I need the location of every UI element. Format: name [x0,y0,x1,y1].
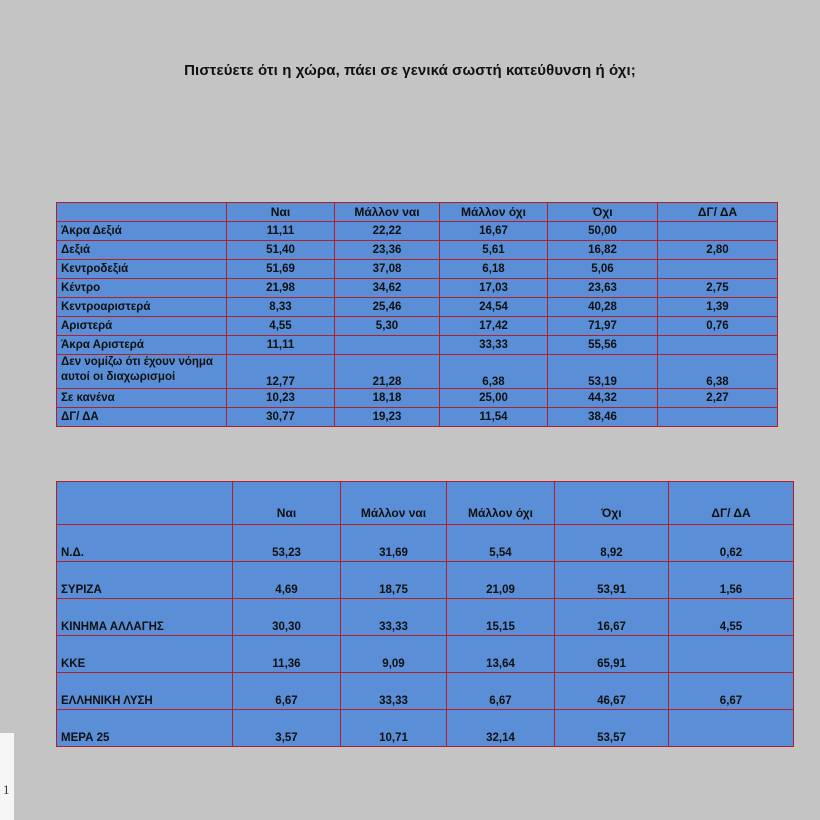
value-cell: 34,62 [335,279,440,298]
value-cell: 1,56 [669,562,794,599]
table-row [57,389,778,408]
value-cell: 1,39 [658,298,778,317]
table-row [57,317,778,336]
value-cell: 6,38 [658,355,778,389]
column-header: Μάλλον ναι [335,203,440,222]
row-label: Ν.Δ. [57,525,233,562]
value-cell [335,336,440,355]
value-cell: 5,30 [335,317,440,336]
column-header: Μάλλον όχι [440,203,548,222]
value-cell: 0,62 [669,525,794,562]
value-cell: 53,57 [555,710,669,747]
value-cell: 8,92 [555,525,669,562]
value-cell: 37,08 [335,260,440,279]
value-cell: 55,56 [548,336,658,355]
value-cell: 51,69 [227,260,335,279]
value-cell: 53,91 [555,562,669,599]
value-cell: 10,23 [227,389,335,408]
table-row [57,710,794,747]
table-row [57,599,794,636]
column-header: Μάλλον όχι [447,482,555,525]
value-cell: 11,11 [227,222,335,241]
value-cell: 71,97 [548,317,658,336]
table-row [57,222,778,241]
table-row [57,279,778,298]
value-cell: 21,09 [447,562,555,599]
value-cell: 18,75 [341,562,447,599]
value-cell [669,636,794,673]
row-label: ΕΛΛΗΝΙΚΗ ΛΥΣΗ [57,673,233,710]
value-cell: 38,46 [548,408,658,427]
table-row [57,336,778,355]
value-cell [658,222,778,241]
value-cell: 21,98 [227,279,335,298]
value-cell: 25,00 [440,389,548,408]
column-header: Ναι [233,482,341,525]
column-header: ΔΓ/ ΔΑ [658,203,778,222]
row-label: ΣΥΡΙΖΑ [57,562,233,599]
row-label: Κεντροδεξιά [57,260,227,279]
value-cell [658,336,778,355]
value-cell: 5,61 [440,241,548,260]
value-cell: 2,80 [658,241,778,260]
value-cell: 6,67 [669,673,794,710]
header-corner-cell [57,203,227,222]
value-cell: 33,33 [440,336,548,355]
table-header-row [57,482,794,525]
table-row [57,525,794,562]
value-cell: 5,06 [548,260,658,279]
value-cell: 5,54 [447,525,555,562]
value-cell: 4,55 [669,599,794,636]
value-cell: 65,91 [555,636,669,673]
table-row [57,241,778,260]
value-cell [658,408,778,427]
row-label: ΚΚΕ [57,636,233,673]
margin-text: 1 [3,782,10,797]
row-label: ΚΙΝΗΜΑ ΑΛΛΑΓΗΣ [57,599,233,636]
table-row [57,408,778,427]
value-cell: 40,28 [548,298,658,317]
column-header: Ναι [227,203,335,222]
value-cell: 44,32 [548,389,658,408]
value-cell: 53,19 [548,355,658,389]
row-label: Κέντρο [57,279,227,298]
value-cell: 32,14 [447,710,555,747]
value-cell: 11,36 [233,636,341,673]
value-cell: 30,77 [227,408,335,427]
value-cell: 4,69 [233,562,341,599]
value-cell: 6,38 [440,355,548,389]
value-cell: 6,67 [447,673,555,710]
table-row [57,355,778,389]
table-row [57,562,794,599]
left-margin-panel [0,733,14,820]
value-cell: 2,75 [658,279,778,298]
value-cell: 3,57 [233,710,341,747]
value-cell: 31,69 [341,525,447,562]
header-corner-cell [57,482,233,525]
row-label: Άκρα Δεξιά [57,222,227,241]
value-cell: 24,54 [440,298,548,317]
value-cell: 18,18 [335,389,440,408]
row-label: Άκρα Αριστερά [57,336,227,355]
row-label: ΜΕΡΑ 25 [57,710,233,747]
value-cell: 11,11 [227,336,335,355]
value-cell [669,710,794,747]
column-header: Όχι [555,482,669,525]
table-row [57,673,794,710]
column-header: Όχι [548,203,658,222]
value-cell: 12,77 [227,355,335,389]
table-row [57,298,778,317]
value-cell: 16,67 [555,599,669,636]
value-cell: 23,36 [335,241,440,260]
table-row [57,636,794,673]
row-label: Δεξιά [57,241,227,260]
party-table [56,481,794,747]
value-cell: 17,42 [440,317,548,336]
row-label: Σε κανένα [57,389,227,408]
value-cell: 16,82 [548,241,658,260]
value-cell: 30,30 [233,599,341,636]
table-row [57,260,778,279]
table-header-row [57,203,778,222]
value-cell: 50,00 [548,222,658,241]
value-cell [658,260,778,279]
value-cell: 19,23 [335,408,440,427]
column-header: ΔΓ/ ΔΑ [669,482,794,525]
page-title: Πιστεύετε ότι η χώρα, πάει σε γενικά σωστή κατεύθυνση ή όχι; [184,62,636,79]
value-cell: 8,33 [227,298,335,317]
row-label: Δεν νομίζω ότι έχουν νόημα αυτοί οι διαχωρισμοί [57,355,227,389]
value-cell: 11,54 [440,408,548,427]
row-label: Αριστερά [57,317,227,336]
value-cell: 6,67 [233,673,341,710]
value-cell: 17,03 [440,279,548,298]
value-cell: 10,71 [341,710,447,747]
value-cell: 33,33 [341,673,447,710]
ideology-table [56,202,778,427]
value-cell: 53,23 [233,525,341,562]
value-cell: 9,09 [341,636,447,673]
value-cell: 0,76 [658,317,778,336]
value-cell: 2,27 [658,389,778,408]
row-label: ΔΓ/ ΔΑ [57,408,227,427]
column-header: Μάλλον ναι [341,482,447,525]
value-cell: 21,28 [335,355,440,389]
value-cell: 13,64 [447,636,555,673]
value-cell: 33,33 [341,599,447,636]
value-cell: 22,22 [335,222,440,241]
value-cell: 46,67 [555,673,669,710]
value-cell: 6,18 [440,260,548,279]
row-label: Κεντροαριστερά [57,298,227,317]
value-cell: 51,40 [227,241,335,260]
value-cell: 23,63 [548,279,658,298]
value-cell: 16,67 [440,222,548,241]
value-cell: 15,15 [447,599,555,636]
value-cell: 4,55 [227,317,335,336]
value-cell: 25,46 [335,298,440,317]
